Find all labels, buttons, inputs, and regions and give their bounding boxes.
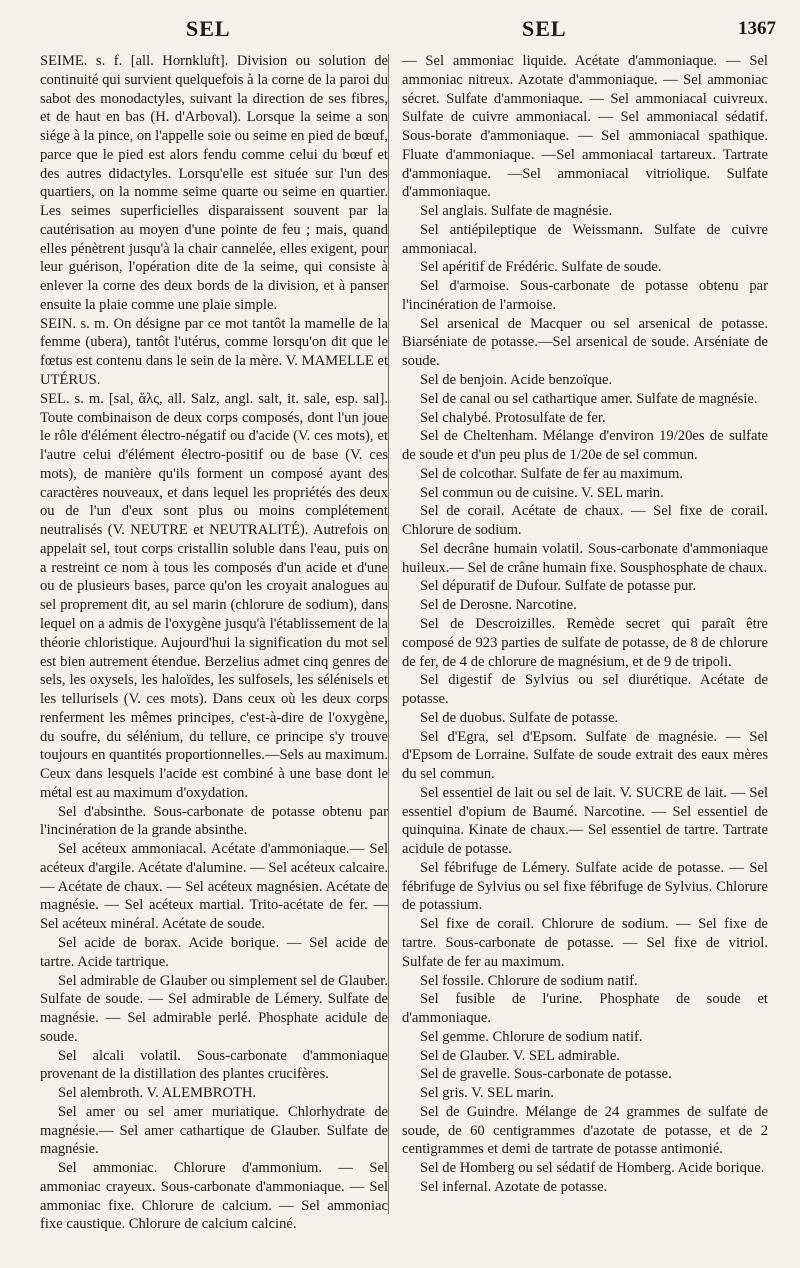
right-column-entry: Sel de corail. Acétate de chaux. — Sel fixe de corail. Chlorure de sodium. — [402, 503, 768, 539]
left-column-entry: Sel amer ou sel amer muriatique. Chlorhydrate de magnésie.— Sel amer cathartique de Glauber. Sulfate de magnésie. — [40, 1103, 388, 1158]
right-column — [402, 52, 768, 1197]
right-column-entry: Sel dépuratif de Dufour. Sulfate de potasse pur. — [420, 578, 696, 595]
left-column — [40, 52, 388, 1234]
right-column-entry: Sel infernal. Azotate de potasse. — [420, 1178, 608, 1195]
right-column-entry: Sel d'armoise. Sous-carbonate de potasse obtenu par l'incinération de l'armoise. — [402, 278, 768, 313]
right-column-entry: Sel de canal ou sel cathartique amer. Sulfate de magnésie. — [420, 390, 758, 407]
left-column-entry: SEIME. s. f. [all. Hornkluft]. Division ou solution de continuité qui survient quelquefois à la corne de la paroi du sabot des monodactyles, suivant la direction de ses fibres, et de haut en bas (H. d'Arboval). Lorsque la seime a son siége à la pince, on l'appelle soie ou seime en pied de bœuf, parce que le pied est alors fendu comme celui du bœuf et des autres didactyles. Lorsqu'elle est située sur l'un des quartiers, on la nomme seime quarte ou seime en quartier. Les seimes superficielles disparaissent souvent par la cautérisation au moyen d'une pointe de feu ; mais, quand elles pénètrent jusqu'à la chair cannelée, elles exigent, pour leur guérison, l'opération dite de la seime, qui consiste à enlever la corne des deux bords de la division, et à panser ensuite la plaie comme une plaie simple. — [40, 53, 388, 313]
right-column-entry: Sel anglais. Sulfate de magnésie. — [420, 203, 613, 220]
right-column-entry: Sel digestif de Sylvius ou sel diurétique. Acétate de potasse. — [402, 672, 768, 708]
right-column-entry: Sel de gravelle. Sous-carbonate de potasse. — [420, 1066, 672, 1083]
left-column-entry: SEIN. s. m. On désigne par ce mot tantôt la mamelle de la femme (ubera), tantôt l'utérus, comme lorsqu'on dit que le fœtus est contenu dans le sein de la mère. V. MAMELLE et UTÉRUS. — [40, 315, 388, 389]
right-column-entry: Sel de Guindre. Mélange de 24 grammes de sulfate de soude, de 60 centigrammes d'azotate de potasse, et de 2 centigrammes et demi de tartrate de potasse antimonié. — [402, 1103, 768, 1158]
right-column-entry: — Sel ammoniac liquide. Acétate d'ammoniaque. — Sel ammoniac nitreux. Azotate d'ammoniaque. — Sel ammoniac sécret. Sulfate d'ammoniaque. — Sel ammoniacal cuivreux. Sulfate de cuivre ammoniacal. — Sel ammoniacal sédatif. Sous-borate d'ammoniaque. — Sel ammoniacal spathique. Fluate d'ammoniaque. —Sel ammoniacal tartareux. Tartrate d'ammoniaque. —Sel ammoniacal vitriolique. Sulfate d'ammoniaque. — [402, 53, 768, 201]
header-right-word: SEL — [522, 16, 567, 41]
right-column-entry: Sel gemme. Chlorure de sodium natif. — [420, 1028, 643, 1045]
right-column-entry: Sel commun ou de cuisine. V. SEL marin. — [420, 484, 664, 501]
right-column-entry: Sel de Descroizilles. Remède secret qui paraît être composé de 923 parties de sulfate de potasse, de 8 de chlorure de fer, de 4 de chlorure de magnésium, et de 9 de tripoli. — [402, 615, 768, 670]
right-column-entry: Sel fixe de corail. Chlorure de sodium. — Sel fixe de tartre. Sous-carbonate de potasse. — Sel fixe de vitriol. Sulfate de fer au maximum. — [402, 916, 768, 970]
right-column-entry: Sel de Derosne. Narcotine. — [420, 597, 577, 614]
left-column-entry: Sel alcali volatil. Sous-carbonate d'ammoniaque provenant de la distillation des plantes crucifères. — [40, 1047, 388, 1083]
left-column-entry: Sel alembroth. V. ALEMBROTH. — [58, 1085, 257, 1102]
right-column-entry: Sel chalybé. Protosulfate de fer. — [420, 409, 606, 426]
right-column-entry: Sel de colcothar. Sulfate de fer au maximum. — [420, 465, 684, 482]
right-column-entry: Sel fusible de l'urine. Phosphate de soude et d'ammoniaque. — [402, 991, 768, 1027]
right-column-entry: Sel d'Egra, sel d'Epsom. Sulfate de magnésie. — Sel d'Epsom de Lorraine. Sulfate de soude extrait des eaux mères du sel commun. — [402, 728, 768, 783]
left-column-entry: Sel d'absinthe. Sous-carbonate de potasse obtenu par l'incinération de la grande absinthe. — [40, 803, 388, 839]
header-left-word: SEL — [186, 16, 231, 41]
right-column-entry: Sel de duobus. Sulfate de potasse. — [420, 709, 619, 726]
right-column-entry: Sel fébrifuge de Lémery. Sulfate acide de potasse. — Sel fébrifuge de Sylvius ou sel fixe fébrifuge de Sylvius. Chlorure de potassium. — [402, 859, 768, 914]
right-column-entry: Sel essentiel de lait ou sel de lait. V. SUCRE de lait. — Sel essentiel d'opium de Baumé. Narcotine. — Sel essentiel de quinquina. Kinate de chaux.— Sel essentiel de tartre. Tartrate acidule de potasse. — [402, 784, 768, 858]
right-column-entry: Sel fossile. Chlorure de sodium natif. — [420, 972, 638, 989]
right-column-entry: Sel de Cheltenham. Mélange d'environ 19/20es de sulfate de soude et d'un peu plus de 1/20e de sel commun. — [402, 428, 768, 464]
left-column-entry: Sel ammoniac. Chlorure d'ammonium. — Sel ammoniac crayeux. Sous-carbonate d'ammoniaque. — Sel ammoniac fixe. Chlorure de calcium. — Sel ammoniac fixe caustique. Chlorure de calcium calciné. — [40, 1160, 388, 1233]
right-column-entry: Sel decrâne humain volatil. Sous-carbonate d'ammoniaque huileux.— Sel de crâne humain fixe. Sousphosphate de chaux. — [402, 540, 768, 576]
left-column-entry: Sel acéteux ammoniacal. Acétate d'ammoniaque.— Sel acéteux d'argile. Acétate d'alumine. — Sel acéteux calcaire. — Acétate de chaux. — Sel acéteux magnésien. Acétate de magnésie. — Sel acéteux martial. Trito-acétate de fer. — Sel acéteux minéral. Acétate de soude. — [40, 841, 388, 933]
right-column-entry: Sel arsenical de Macquer ou sel arsenical de potasse. Biarséniate de potasse.—Sel arsenical de soude. Arséniate de soude. — [402, 315, 768, 370]
page-number: 1367 — [738, 18, 776, 39]
right-column-entry: Sel de Glauber. V. SEL admirable. — [420, 1047, 620, 1064]
left-column-entry: Sel admirable de Glauber ou simplement sel de Glauber. Sulfate de soude. — Sel admirable de Lémery. Sulfate de magnésie. — Sel admirable perlé. Phosphate acidule de soude. — [40, 972, 388, 1045]
column-divider — [388, 54, 389, 1214]
right-column-entry: Sel de Homberg ou sel sédatif de Homberg. Acide borique. — [420, 1160, 765, 1177]
left-column-entry: SEL. s. m. [sal, ἅλς, all. Salz, angl. salt, it. sale, esp. sal]. Toute combinaison de deux corps composés, dont l'un joue le rôle d'élément électro-négatif ou d'acide (V. ces mots), et l'autre celui d'élément électro-positif ou de base (V. ces mots), de manière qu'ils forment un composé ayant des caractères nouveaux, et dans lequel les propriétés des deux ou de l'un d'eux sont plus ou moins complétement neutralisés (V. NEUTRE et NEUTRALITÉ). Autrefois on appelait sel, tout corps cristallin soluble dans l'eau, puis on a restreint ce nom à tous les composés d'un acide et d'une ou de plusieurs bases, parce qu'on les croyait analogues au sel proprement dit, au sel marin (chlorure de sodium), dans lequel on a admis de l'oxygène jusqu'à l'établissement de la théorie chloristique. Aujourd'hui la signification du mot sel est bien autrement étendue. Berzelius admet cinq genres de sels, les oxysels, les haloïdes, les sulfosels, les sélénisels et les tellurisels (V. ces mots). Dans ceux où les deux corps renferment les mêmes principes, c'est-à-dire de l'oxygène, du soufre, du sélénium, du tellure, ce principe s'y trouve toujours en quantités proportionnelles.—Sels au maximum. Ceux dans lesquels l'acide est combiné à une base dont le métal est au maximum d'oxydation. — [40, 390, 388, 801]
right-column-entry: Sel de benjoin. Acide benzoïque. — [420, 372, 613, 389]
right-column-entry: Sel apéritif de Frédéric. Sulfate de soude. — [420, 259, 662, 276]
running-header — [0, 16, 800, 46]
right-column-entry: Sel antiépileptique de Weissmann. Sulfate de cuivre ammoniacal. — [402, 221, 768, 257]
right-column-entry: Sel gris. V. SEL marin. — [420, 1085, 554, 1102]
left-column-entry: Sel acide de borax. Acide borique. — Sel acide de tartre. Acide tartrique. — [40, 934, 388, 970]
